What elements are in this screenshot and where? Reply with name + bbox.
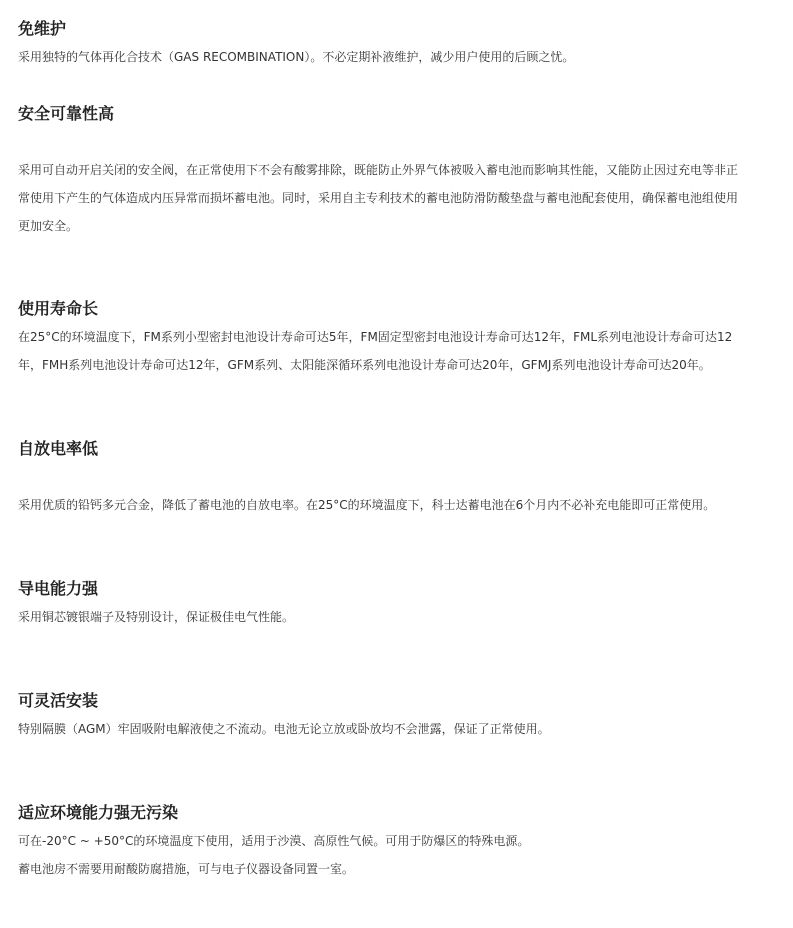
section-paragraph: 采用独特的气体再化合技术（GAS RECOMBINATION）。不必定期补液维护，减少用户使用的后顾之忧。 <box>18 50 575 64</box>
section-paragraph: 采用优质的铅钙多元合金，降低了蓄电池的自放电率。在25°C的环境温度下，科士达蓄电池在6个月内不必补充电能即可正常使用。 <box>18 498 716 512</box>
section-environment <box>18 803 738 883</box>
section-low-self-discharge <box>18 439 738 519</box>
section-paragraph: 可在-20°C ~ +50°C的环境温度下使用，适用于沙漠、高原性气候。可用于防爆区的特殊电源。 <box>18 834 530 848</box>
section-paragraph: 采用可自动开启关闭的安全阀，在正常使用下不会有酸雾排除，既能防止外界气体被吸入蓄电池而影响其性能，又能防止因过充电等非正常使用下产生的气体造成内压异常而损坏蓄电池。同时，采用自主专利技术的蓄电池防滑防酸垫盘与蓄电池配套使用，确保蓄电池组使用更加安全。 <box>18 163 739 233</box>
section-maintenance-free <box>18 19 738 71</box>
section-title: 使用寿命长 <box>18 299 99 318</box>
section-title: 可灵活安装 <box>18 691 99 710</box>
section-paragraph: 采用铜芯镀银端子及特别设计，保证极佳电气性能。 <box>18 610 295 624</box>
section-title: 安全可靠性高 <box>18 104 115 123</box>
section-title: 自放电率低 <box>18 439 99 458</box>
section-paragraph: 蓄电池房不需要用耐酸防腐措施，可与电子仪器设备同置一室。 <box>18 862 355 876</box>
section-long-life <box>18 299 738 379</box>
section-title: 适应环境能力强无污染 <box>18 803 179 822</box>
section-title: 免维护 <box>18 19 67 38</box>
section-paragraph: 在25°C的环境温度下，FM系列小型密封电池设计寿命可达5年，FM固定型密封电池设计寿命可达12年，FML系列电池设计寿命可达12年，FMH系列电池设计寿命可达12年，GFM系列、太阳能深循环系列电池设计寿命可达20年，GFMJ系列电池设计寿命可达20年。 <box>18 330 733 372</box>
section-flexible-install <box>18 691 738 743</box>
section-safety <box>18 104 738 240</box>
section-paragraph: 特别隔膜（AGM）牢固吸附电解液使之不流动。电池无论立放或卧放均不会泄露，保证了正常使用。 <box>18 722 550 736</box>
section-conductivity <box>18 579 738 631</box>
section-title: 导电能力强 <box>18 579 99 598</box>
